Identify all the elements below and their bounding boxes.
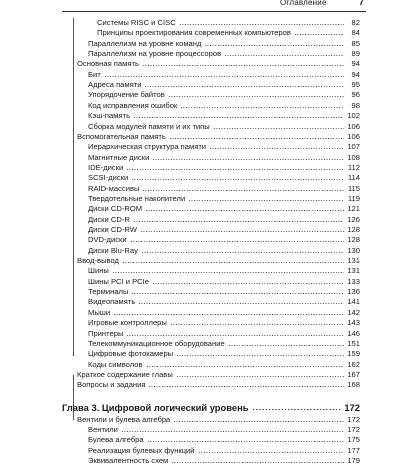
toc-entry-title: Иерархическая структура памяти <box>88 142 207 152</box>
toc-entry-page: 128 <box>347 225 360 234</box>
toc-entry[interactable] <box>88 70 360 80</box>
dot-leader <box>112 268 344 274</box>
toc-entry-page: 167 <box>347 369 360 379</box>
dot-leader <box>152 155 344 161</box>
toc-entry-title: Реализация булевых функций <box>88 445 195 455</box>
toc-entry-page: 143 <box>347 318 360 328</box>
toc-entry-title: Глава 3. Цифровой логический уровень <box>62 401 249 413</box>
dot-leader <box>113 310 344 316</box>
toc-entry-page: 107 <box>347 142 360 152</box>
toc-entry[interactable] <box>88 456 360 466</box>
toc-entry-title: Параллелизм на уровне процессоров <box>88 49 222 59</box>
toc-entry[interactable] <box>88 39 360 49</box>
running-header <box>62 0 366 12</box>
toc-entry-title: Адреса памяти <box>88 80 142 90</box>
dot-leader <box>131 175 344 181</box>
toc-entry-page: 95 <box>351 80 360 90</box>
toc-entry-title: Диски CD-R <box>88 214 130 224</box>
header-page-number: 7 <box>358 0 364 7</box>
dot-leader <box>169 134 344 140</box>
toc-entry[interactable] <box>97 18 360 28</box>
dot-leader <box>142 186 344 192</box>
section-bar <box>73 18 74 356</box>
toc-entry-title: Упорядочение байтов <box>88 90 165 100</box>
toc-entry-title: Код исправления ошибок <box>88 100 178 110</box>
toc-entry-page: 151 <box>347 338 360 348</box>
toc-entry[interactable] <box>88 246 360 256</box>
dot-leader <box>140 227 344 233</box>
toc-entry-page: 136 <box>347 287 360 297</box>
dot-leader <box>224 51 344 57</box>
dot-leader <box>133 217 344 223</box>
dot-leader <box>176 351 344 357</box>
toc-entry[interactable] <box>88 287 360 297</box>
toc-entry-page: 141 <box>347 297 360 307</box>
toc-entry[interactable] <box>88 349 360 359</box>
dot-leader <box>142 61 344 67</box>
toc-entry-page: 172 <box>347 414 360 424</box>
header-title: Оглавление <box>280 0 327 7</box>
toc-entry[interactable] <box>88 215 360 225</box>
toc-entry[interactable] <box>88 435 360 445</box>
dot-leader <box>126 331 344 337</box>
toc-entry-title: Вспомогательная память <box>77 131 166 141</box>
dot-leader <box>104 72 344 78</box>
toc-entry[interactable] <box>88 184 360 194</box>
toc-entry-page: 119 <box>347 193 360 203</box>
toc-entry-title: Видеопамять <box>88 297 136 307</box>
toc-entry-title: Эквивалентность схем <box>88 456 169 465</box>
toc-entry-page: 168 <box>347 380 360 390</box>
toc-entry-page: 146 <box>347 328 360 338</box>
toc-entry-title: RAID-массивы <box>88 183 140 193</box>
toc-entry[interactable] <box>88 173 360 183</box>
toc-entry-page: 142 <box>347 307 360 317</box>
toc-entry-title: Телекоммуникационное оборудование <box>88 338 225 348</box>
toc-entry[interactable] <box>88 225 360 235</box>
toc-entry-title: Сборка модулей памяти и их типы <box>88 121 210 131</box>
toc-entry[interactable] <box>88 90 360 100</box>
toc-entry[interactable] <box>88 122 360 132</box>
toc-entry-title: Принтеры <box>88 328 124 338</box>
dot-leader <box>148 382 344 388</box>
toc-entry[interactable] <box>97 28 360 38</box>
dot-leader <box>294 30 344 36</box>
toc-entry-page: 128 <box>347 235 360 245</box>
dot-leader <box>252 404 343 411</box>
dot-leader <box>144 82 344 88</box>
toc-entry-title: Принципы проектирования современных компьютеров <box>97 28 291 38</box>
toc-entry-page: 98 <box>351 100 360 110</box>
toc-entry[interactable] <box>88 339 360 349</box>
dot-leader <box>170 320 344 326</box>
toc-entry-title: Диски CD-ROM <box>88 204 143 214</box>
toc-entry[interactable] <box>88 360 360 370</box>
dot-leader <box>213 124 344 130</box>
toc-entry-title: IDE-диски <box>88 162 124 172</box>
toc-entry-title: Диски Blu-Ray <box>88 245 138 255</box>
dot-leader <box>176 372 344 378</box>
toc-entry[interactable] <box>77 132 360 142</box>
toc-entry-title: Цифровые фотокамеры <box>88 349 174 359</box>
toc-entry-title: Краткое содержание главы <box>77 369 173 379</box>
toc-entry-page: 175 <box>347 435 360 445</box>
toc-entry-page: 96 <box>351 90 360 100</box>
toc-entry[interactable] <box>77 370 360 380</box>
toc-entry-page: 179 <box>347 456 360 465</box>
toc-entry-page: 115 <box>347 183 360 193</box>
toc-entry[interactable] <box>88 297 360 307</box>
toc-entry-title: Кэш-память <box>88 111 131 121</box>
dot-leader <box>133 113 344 119</box>
toc-entry-page: 108 <box>347 152 360 162</box>
toc-entry-page: 172 <box>347 424 360 434</box>
chapter-heading[interactable] <box>62 401 360 414</box>
dot-leader <box>152 279 344 285</box>
toc-entry[interactable] <box>88 142 360 152</box>
toc-entry-page: 102 <box>347 111 360 121</box>
toc-entry-title: Основная память <box>77 59 139 69</box>
dot-leader <box>122 258 344 264</box>
toc-entry-title: Вентили и булева алгебра <box>77 414 171 424</box>
toc-entry-title: Шины <box>88 266 109 276</box>
toc-entry[interactable] <box>88 308 360 318</box>
toc-entry-page: 121 <box>347 204 360 214</box>
dot-leader <box>204 41 344 47</box>
toc-entry-page: 172 <box>344 401 360 413</box>
toc-entry-page: 162 <box>347 359 360 369</box>
toc-entry-page: 85 <box>351 38 360 48</box>
toc-entry-title: Вентили <box>88 424 118 434</box>
toc-entry[interactable] <box>88 235 360 245</box>
toc-entry[interactable] <box>88 277 360 287</box>
toc-entry-title: Булева алгебра <box>88 435 144 445</box>
toc-entry[interactable] <box>88 266 360 276</box>
toc-entry[interactable] <box>88 153 360 163</box>
toc-entry[interactable] <box>77 380 360 390</box>
toc-entry-page: 131 <box>347 266 360 276</box>
toc-entry-page: 133 <box>347 276 360 286</box>
toc-entry[interactable] <box>88 80 360 90</box>
dot-leader <box>147 437 344 443</box>
toc-entry[interactable] <box>88 101 360 111</box>
toc-entry-page: 94 <box>351 69 360 79</box>
toc-entry-page: 112 <box>347 162 360 172</box>
toc-entry-title: SCSI-диски <box>88 173 129 183</box>
toc-entry-title: Шины PCI и PCIe <box>88 276 149 286</box>
dot-leader <box>141 248 344 254</box>
dot-leader <box>146 362 344 368</box>
toc-entry[interactable] <box>88 163 360 173</box>
toc-entry[interactable] <box>88 318 360 328</box>
toc-entry-title: Ввод-вывод <box>77 256 119 266</box>
toc-entry-title: Бит <box>88 69 101 79</box>
toc-entry-page: 126 <box>347 214 360 224</box>
dot-leader <box>180 103 344 109</box>
dot-leader <box>121 427 344 433</box>
dot-leader <box>131 289 344 295</box>
toc-entry-page: 114 <box>347 173 360 183</box>
toc-entry-page: 84 <box>351 28 360 38</box>
toc-entry-title: Системы RISC и CISC <box>97 18 176 27</box>
toc-entry[interactable] <box>88 49 360 59</box>
toc-entry[interactable] <box>77 256 360 266</box>
toc-entry-title: Мыши <box>88 307 111 317</box>
toc-entry[interactable] <box>88 204 360 214</box>
dot-leader <box>209 144 344 150</box>
toc-entry-page: 130 <box>347 245 360 255</box>
dot-leader <box>168 92 344 98</box>
dot-leader <box>228 341 344 347</box>
toc-entry-title: Диски CD-RW <box>88 225 137 234</box>
toc-entry-page: 159 <box>347 349 360 359</box>
toc-entry-page: 106 <box>347 131 360 141</box>
dot-leader <box>145 206 344 212</box>
toc-entry-title: DVD-диски <box>88 235 127 245</box>
toc-entry-page: 94 <box>351 59 360 69</box>
toc-entry[interactable] <box>77 59 360 69</box>
toc-entry[interactable] <box>88 446 360 456</box>
dot-leader <box>138 299 344 305</box>
toc-entry[interactable] <box>88 111 360 121</box>
dot-leader <box>126 165 344 171</box>
toc-entry-title: Терминалы <box>88 287 129 297</box>
toc-entry-title: Параллелизм на уровне команд <box>88 38 202 48</box>
toc-entry-page: 89 <box>351 49 360 59</box>
dot-leader <box>188 196 344 202</box>
toc-entry-page: 82 <box>351 18 360 27</box>
toc-entry-page: 177 <box>347 445 360 455</box>
toc-entry[interactable] <box>88 425 360 435</box>
toc-entry-title: Коды символов <box>88 359 143 369</box>
dot-leader <box>179 20 344 26</box>
toc-entry-title: Магнитные диски <box>88 152 150 162</box>
toc-entry[interactable] <box>88 329 360 339</box>
dot-leader <box>198 448 344 454</box>
toc-entry-title: Вопросы и задания <box>77 380 146 390</box>
dot-leader <box>171 458 344 464</box>
toc-entry-title: Игровые контроллеры <box>88 318 167 328</box>
dot-leader <box>130 237 344 243</box>
toc-entry-page: 131 <box>347 256 360 266</box>
toc-entry-title: Твердотельные накопители <box>88 193 186 203</box>
toc-entry[interactable] <box>88 194 360 204</box>
toc-entry-page: 106 <box>347 121 360 131</box>
